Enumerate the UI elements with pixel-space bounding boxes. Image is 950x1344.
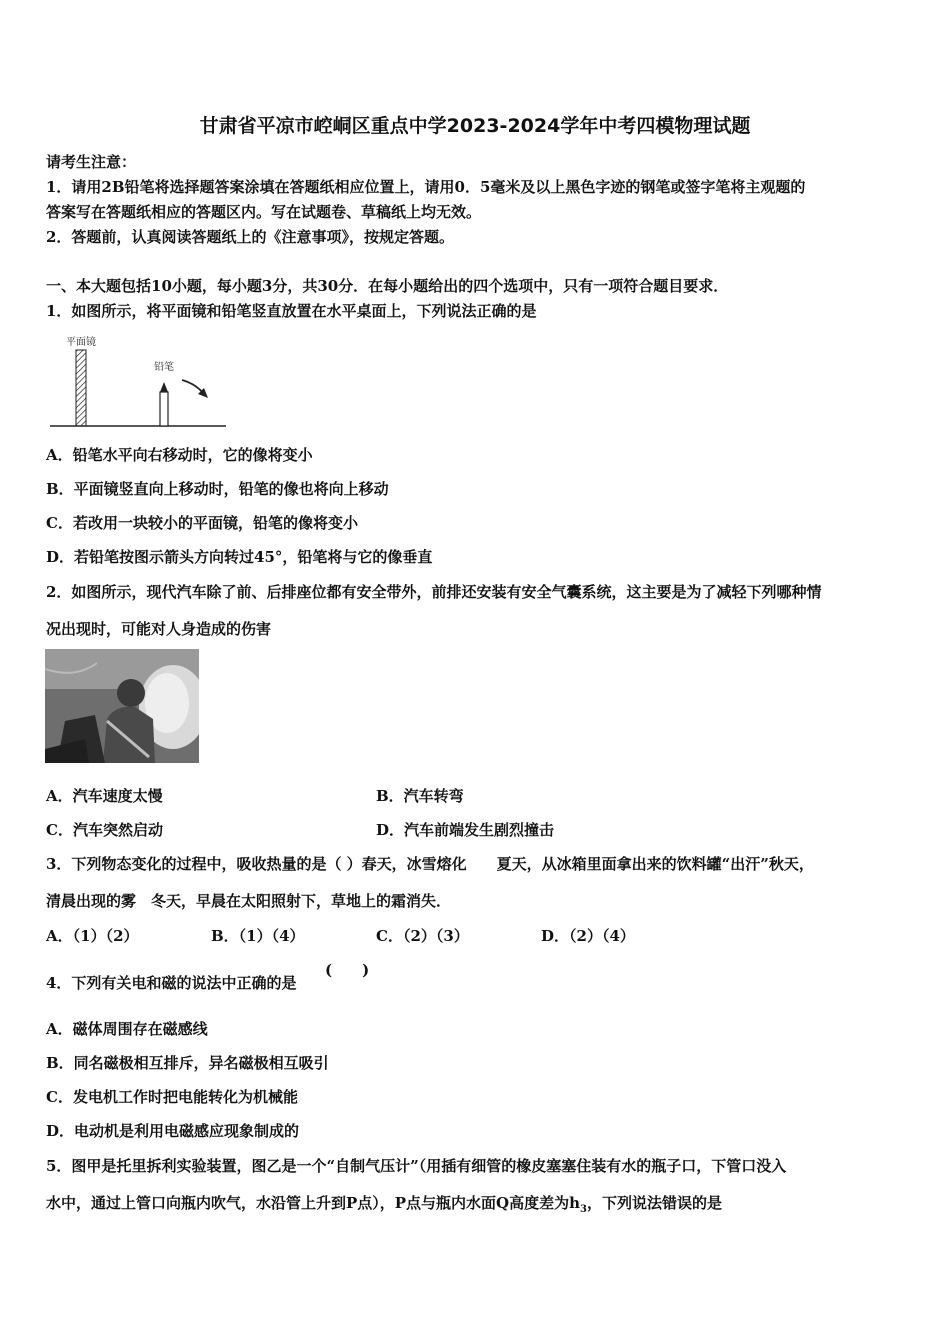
q1-option-c: C．若改用一块较小的平面镜，铅笔的像将变小 (46, 514, 358, 532)
q4-stem: 4．下列有关电和磁的说法中正确的是 (46, 974, 297, 992)
pencil-label: 铅笔 (154, 362, 174, 373)
q3-option-c: C．（2）（3） (376, 927, 469, 945)
q1-stem: 1．如图所示，将平面镜和铅笔竖直放置在水平桌面上，下列说法正确的是 (46, 302, 537, 320)
q4-option-a: A．磁体周围存在磁感线 (46, 1020, 208, 1038)
q2-option-d: D．汽车前端发生剧烈撞击 (376, 821, 555, 839)
q1-option-d: D．若铅笔按图示箭头方向转过45°，铅笔将与它的像垂直 (46, 548, 433, 566)
notice-heading: 请考生注意： (46, 153, 137, 171)
q1-mirror-pencil-figure (46, 330, 236, 430)
q3-option-b: B．（1）（4） (211, 927, 305, 945)
q2-option-a: A．汽车速度太慢 (46, 787, 163, 805)
notice-line-3: 2．答题前，认真阅读答题纸上的《注意事项》，按规定答题。 (46, 228, 454, 246)
q2-airbag-photo (45, 649, 199, 763)
q4-option-d: D．电动机是利用电磁感应现象制成的 (46, 1122, 300, 1140)
page-title: 甘肃省平凉市崆峒区重点中学2023-2024学年中考四模物理试题 (199, 115, 751, 137)
q2-option-c: C．汽车突然启动 (46, 821, 163, 839)
q1-option-b: B．平面镜竖直向上移动时，铅笔的像也将向上移动 (46, 480, 389, 498)
q1-option-a: A．铅笔水平向右移动时，它的像将变小 (46, 446, 313, 464)
q3-stem-line-1: 3．下列物态变化的过程中，吸收热量的是（ ）春天，冰雪熔化 夏天，从冰箱里面拿出来的饮料罐“出汗”秋天， (46, 855, 814, 873)
section-1-heading: 一、本大题包括10小题，每小题3分，共30分．在每小题给出的四个选项中，只有一项符合题目要求． (46, 277, 729, 295)
pencil-body (160, 392, 168, 426)
q4-option-b: B．同名磁极相互排斥，异名磁极相互吸引 (46, 1054, 329, 1072)
q3-stem-line-2: 清晨出现的雾 冬天，早晨在太阳照射下，草地上的霜消失． (46, 892, 452, 910)
notice-line-2: 答案写在答题纸相应的答题区内。写在试题卷、草稿纸上均无效。 (46, 203, 482, 221)
mirror-label: 平面镜 (66, 337, 96, 348)
q2-stem-line-1: 2．如图所示，现代汽车除了前、后排座位都有安全带外，前排还安装有安全气囊系统，这主要是为了减轻下列哪种情 (46, 583, 822, 601)
q5-stem-line-2a: 水中，通过上管口向瓶内吹气，水沿管上升到P点），P点与瓶内水面Q高度差为h (46, 1194, 581, 1212)
notice-line-1: 1．请用2B铅笔将选择题答案涂填在答题纸相应位置上，请用0．5毫米及以上黑色字迹的钢笔或签字笔将主观题的 (46, 178, 806, 196)
q3-option-a: A．（1）（2） (46, 927, 139, 945)
driver-head (117, 679, 145, 707)
q3-option-d: D．（2）（4） (541, 927, 635, 945)
q4-answer-paren: ( ) (325, 961, 370, 979)
plane-mirror (76, 350, 86, 426)
q5-h-subscript: 3 (580, 1204, 588, 1215)
q5-stem-line-2 (46, 1193, 722, 1220)
q5-stem-line-1: 5．图甲是托里拆利实验装置，图乙是一个“自制气压计”（用插有细管的橡皮塞塞住装有水的瓶子口，下管口没入 (46, 1157, 787, 1175)
pencil-tip (160, 382, 168, 392)
q2-stem-line-2: 况出现时，可能对人身造成的伤害 (46, 620, 272, 638)
q4-option-c: C．发电机工作时把电能转化为机械能 (46, 1088, 298, 1106)
q5-stem-line-2b: ，下列说法错误的是 (587, 1194, 723, 1212)
q2-option-b: B．汽车转弯 (376, 787, 464, 805)
